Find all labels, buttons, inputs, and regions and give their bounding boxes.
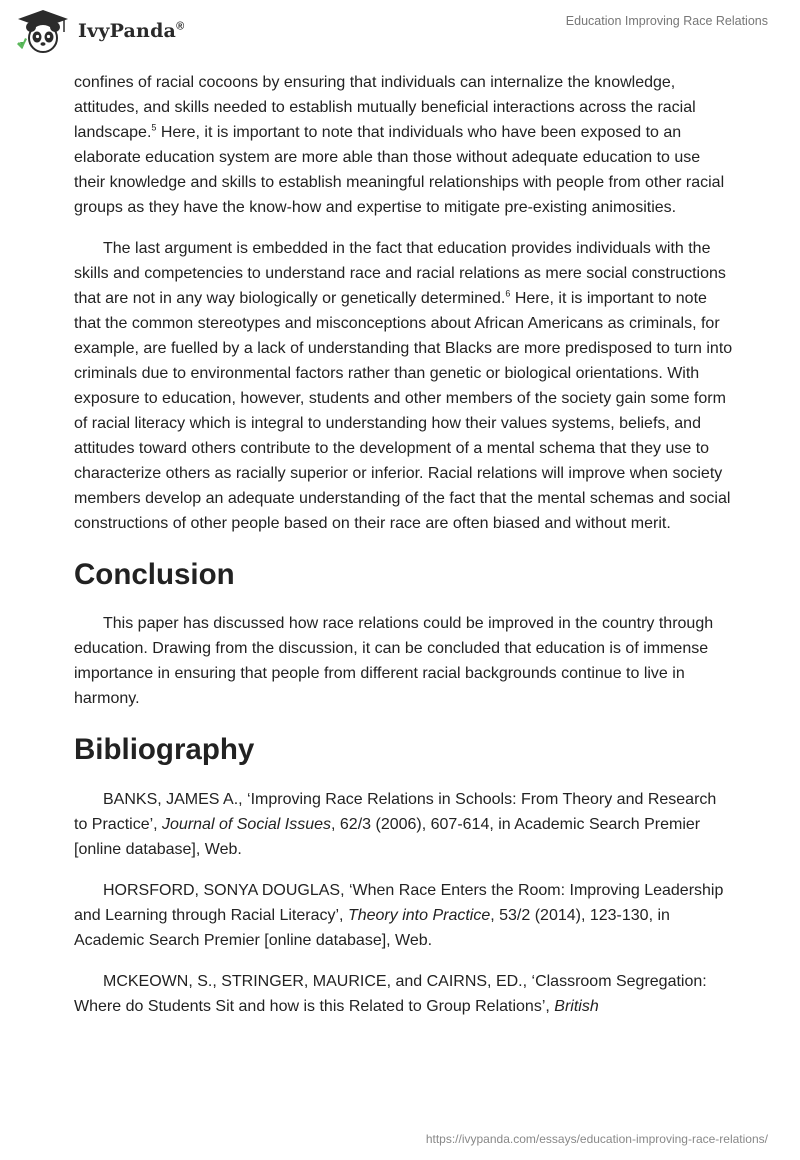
footnote-ref-6[interactable]: 6 bbox=[505, 288, 511, 299]
footer-url-link[interactable]: https://ivypanda.com/essays/education-improving-race-relations/ bbox=[425, 1132, 768, 1146]
footnote-ref-5[interactable]: 5 bbox=[151, 122, 157, 133]
panda-logo-icon bbox=[14, 8, 72, 54]
conclusion-heading: Conclusion bbox=[74, 558, 235, 591]
paragraph-2: The last argument is embedded in the fact that education provides individuals with the skills and competencies to understand race and racial relations as mere social constructions that are not in any way biologically or genetically determined.$^6$ Here, it is important to note that the common stereotypes and misconceptions about African Americans as criminals, for example, are fuelled by a lack of understanding that Blacks are more predisposed to turn into criminals due to environmental factors rather than genetic or biological orientations. With exposure to education, however, students and other members of the society gain some form of racial literacy which is integral to understanding how their values systems, beliefs, and attitudes toward others contribute to the development of a mental schema that they use to characterize others as racially superior or inferior. Racial relations will improve when society members develop an adequate understanding of the fact that the mental schemas and social constructions of other people based on their race are often biased and without merit. bbox=[74, 240, 733, 532]
brand-name: IvyPanda® bbox=[78, 20, 185, 42]
bibliography-entry: HORSFORD, SONYA DOUGLAS, ‘When Race Enters the Room: Improving Leadership and Learning through Racial Literacy’, Theory into Practice, 53/2 (2014), 123-130, in Academic Search Premier [online database], Web. bbox=[74, 882, 724, 949]
document-title: Education Improving Race Relations bbox=[565, 14, 768, 28]
bibliography-entry: MCKEOWN, S., STRINGER, MAURICE, and CAIRNS, ED., ‘Classroom Segregation: Where do Students Sit and how is this Related to Group Relations’, British bbox=[74, 973, 707, 1015]
page-header bbox=[0, 0, 800, 66]
paragraph-1: confines of racial cocoons by ensuring that individuals can internalize the knowledge, attitudes, and skills needed to establish mutually beneficial interactions across the racial landscape.$^5$ Here, it is important to note that individuals who have been exposed to an elaborate education system are more able than those without adequate education to use their knowledge and skills to establish meaningful relationships with people from other racial groups as they have the know-how and expertise to mitigate pre-existing animosities. bbox=[74, 74, 725, 216]
bibliography-entry: BANKS, JAMES A., ‘Improving Race Relations in Schools: From Theory and Research to Practice’, Journal of Social Issues, 62/3 (2006), 607-614, in Academic Search Premier [online database], Web. bbox=[74, 791, 717, 858]
brand-logo[interactable] bbox=[14, 8, 184, 54]
conclusion-paragraph: This paper has discussed how race relations could be improved in the country through education. Drawing from the discussion, it can be concluded that education is of immense importance in ensuring that people from different racial backgrounds continue to live in harmony. bbox=[74, 615, 714, 707]
essay-content bbox=[74, 70, 734, 1019]
bibliography-heading: Bibliography bbox=[74, 733, 255, 766]
